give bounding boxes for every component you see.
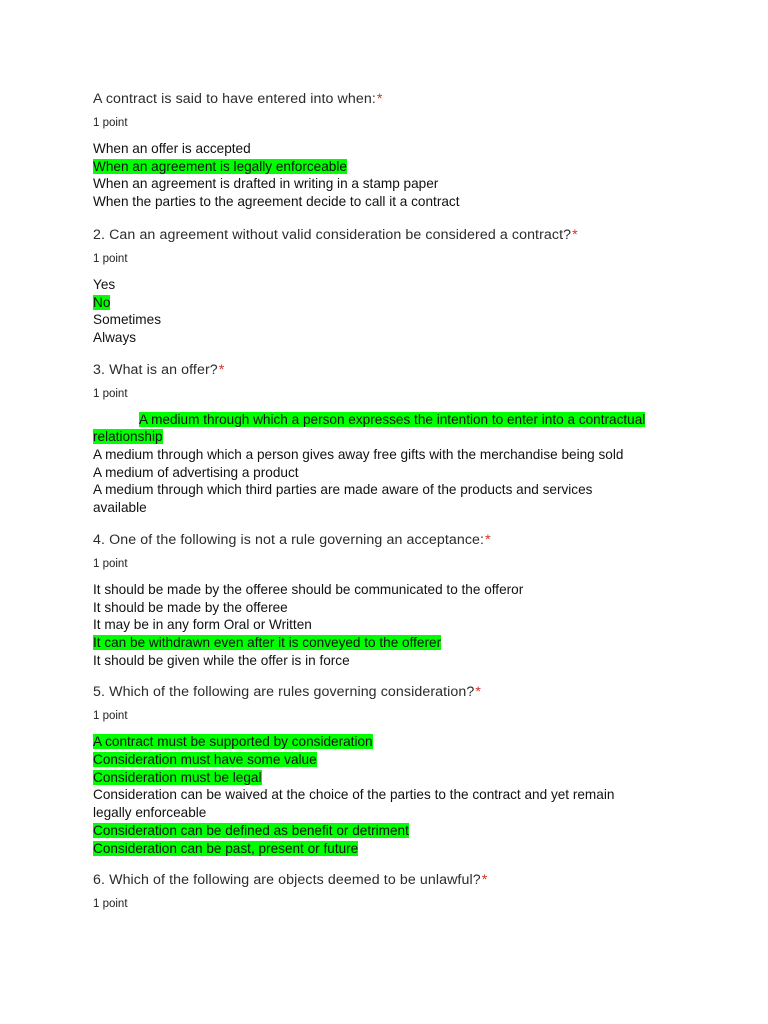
option-2: A medium through which a person gives away free gifts with the merchandise being sold [93, 447, 624, 463]
options-list [93, 733, 693, 857]
option-1: Yes [93, 276, 116, 292]
question-3 [93, 359, 693, 517]
option-4: Consideration can be waived at the choice of the parties to the contract and yet remain legally enforceable [93, 787, 615, 821]
option-3: A medium of advertising a product [93, 464, 299, 480]
required-asterisk: * [481, 872, 488, 889]
question-title: 3. What is an offer?* [93, 361, 225, 378]
options-list [93, 411, 693, 517]
required-asterisk: * [376, 91, 383, 107]
question-5 [93, 681, 693, 857]
question-2 [93, 224, 693, 347]
option-6-correct: Consideration can be past, present or future [93, 840, 359, 856]
question-4 [93, 529, 693, 670]
question-title: 6. Which of the following are objects deemed to be unlawful?* [93, 872, 488, 889]
question-points: 1 point [93, 557, 128, 570]
option-2-correct: When an agreement is legally enforceable [93, 158, 347, 174]
question-points: 1 point [93, 252, 128, 265]
option-1: It should be made by the offeree should be communicated to the offeror [93, 581, 524, 597]
option-3-correct: Consideration must be legal [93, 769, 262, 785]
question-title: 5. Which of the following are rules governing consideration?* [93, 684, 482, 701]
required-asterisk: * [475, 684, 482, 701]
option-5-correct: Consideration can be defined as benefit or detriment [93, 822, 409, 838]
question-title: 2. Can an agreement without valid consideration be considered a contract?* [93, 226, 578, 243]
question-1 [93, 88, 693, 211]
option-3: When an agreement is drafted in writing in a stamp paper [93, 176, 439, 192]
option-4: A medium through which third parties are made aware of the products and services available [93, 482, 593, 516]
required-asterisk: * [572, 226, 578, 243]
question-title: A contract is said to have entered into when:* [93, 91, 383, 107]
question-6 [93, 869, 693, 912]
question-title: 4. One of the following is not a rule governing an acceptance:* [93, 531, 491, 548]
options-list [93, 140, 693, 211]
option-4: When the parties to the agreement decide to call it a contract [93, 194, 460, 210]
options-list [93, 581, 693, 670]
quiz-document [93, 88, 693, 912]
required-asterisk: * [218, 361, 225, 378]
question-points: 1 point [93, 117, 128, 129]
option-3: Sometimes [93, 312, 161, 328]
option-2: It should be made by the offeree [93, 599, 288, 615]
question-points: 1 point [93, 898, 128, 911]
option-2-correct: No [93, 294, 111, 310]
option-2-correct: Consideration must have some value [93, 752, 317, 768]
question-points: 1 point [93, 387, 128, 400]
question-points: 1 point [93, 710, 128, 723]
option-4: Always [93, 329, 137, 345]
option-5: It should be given while the offer is in force [93, 652, 350, 668]
option-1: When an offer is accepted [93, 141, 251, 156]
option-1-correct: A contract must be supported by consideration [93, 734, 373, 750]
options-list [93, 276, 693, 347]
option-4-correct: It can be withdrawn even after it is conveyed to the offerer [93, 634, 442, 650]
option-3: It may be in any form Oral or Written [93, 617, 312, 633]
option-1-correct: A medium through which a person expresses the intention to enter into a contractual relationship [93, 411, 646, 445]
required-asterisk: * [485, 531, 491, 548]
